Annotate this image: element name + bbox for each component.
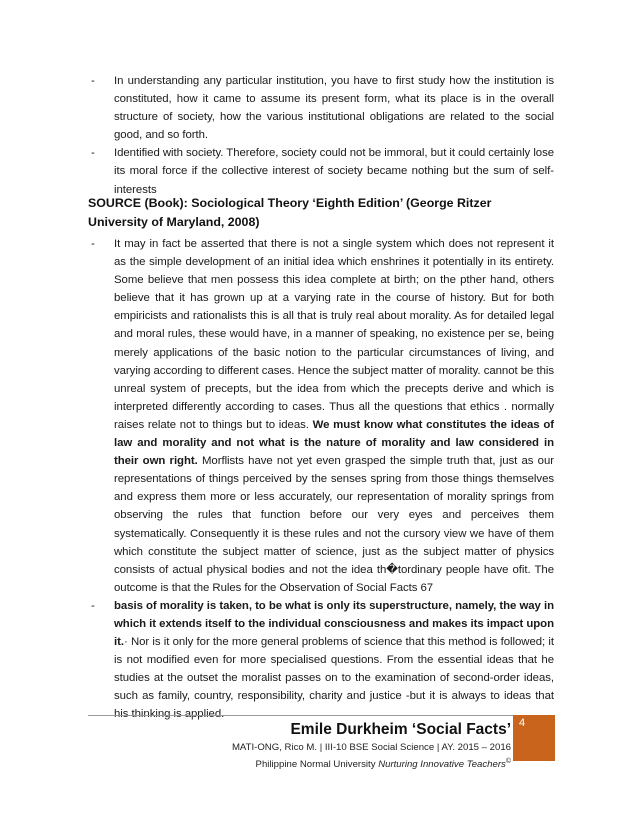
footer-author-line: MATI-ONG, Rico M. | III-10 BSE Social Science | AY. 2015 – 2016 <box>231 742 511 753</box>
bullet-marker: - <box>91 238 95 250</box>
bullet-item-superstructure <box>88 597 554 724</box>
page-number-box <box>513 715 555 761</box>
bullet-bold-text: We must know what constitutes the ideas of law and morality and not what is the nature of morality and law considered in their own right. <box>114 418 554 468</box>
source-heading: SOURCE (Book): Sociological Theory ‘Eighth Edition’ (George Ritzer University of Maryland, 2008) <box>88 196 492 229</box>
bullet-text: It may in fact be asserted that there is not a single system which does not represent it as the simple development of an initial idea which enshrines it potentially in its entirety. Some believe that men possess this idea complete at birth; on the pther hand, others believe that it has grown up at a varying rate in the course of history. But for both empiricists and rationalists this is all that is truly real about morality. As for detailed legal and moral rules, these would have, in a manner of speaking, no existence per se, being merely applications of the basic notion to the particular circumstances of living, and varying according to different cases. Hence the subject matter of morality. cannot be this unreal system of precepts, but the idea from which the precepts derive and which is interpreted differently according to cases. Thus all the questions that ethics . normally raises relate not to things but to ideas. <box>114 238 554 431</box>
bullet-item-society <box>88 144 554 198</box>
bullet-item-institution <box>88 72 554 144</box>
bullet-text-continued: Morflists have not yet even grasped the simple truth that, just as our representations of things perceived by the senses spring from those things themselves and express them more or less accurately, our representation of morality springs from observing the rules that function before our very eyes and perceives them systematically. Consequently it is these rules and not the cursory view we have of them which constitute the subject matter of science, just as the subject matter of physics consists of actual physical bodies and not the idea th�tordinary people have ofit. The outcome is that the Rules for the Observation of Social Facts 67 <box>114 455 554 594</box>
footer-title: Emile Durkheim ‘Social Facts’ <box>290 721 511 738</box>
bullet-marker: - <box>91 75 95 87</box>
page-number: 4 <box>519 717 526 729</box>
bullet-bold-text: basis of morality is taken, to be what is only its superstructure, namely, the way in which it extends itself to the individual consciousness and makes its impact upon it. <box>114 599 554 649</box>
bullet-text: Identified with society. Therefore, society could not be immoral, but it could certainly lose its moral force if the collective interest of society became nothing but the sum of self-interests <box>114 147 555 196</box>
bullet-text-continued: · Nor is it only for the more general problems of science that this method is followed; it is not modified even for more specialised questions. From the essential ideas that he studies at the outset the moralist passes on to the examination of second-order ideas, such as family, country, responsibility, charity and justice -but it is always to ideas that <box>114 636 554 703</box>
footer-divider <box>88 715 513 716</box>
page-footer <box>71 719 511 772</box>
footer-university-line <box>71 755 511 772</box>
bullet-item-morality-system <box>88 235 554 597</box>
bullet-text: In understanding any particular institution, you have to first study how the institution is constituted, how it came to assume its present form, what its place is in the overall structure of society, how the various institutional obligations are related to the social good, and so forth. <box>114 75 554 142</box>
footer-motto: Nurturing Innovative Teachers <box>378 759 506 771</box>
bullet-marker: - <box>91 599 95 612</box>
copyright-mark: © <box>505 758 511 765</box>
footer-university: Philippine Normal University <box>255 759 379 771</box>
bullet-marker: - <box>91 147 95 160</box>
bullet-list-source <box>88 235 554 724</box>
bullet-list-top <box>88 72 554 199</box>
